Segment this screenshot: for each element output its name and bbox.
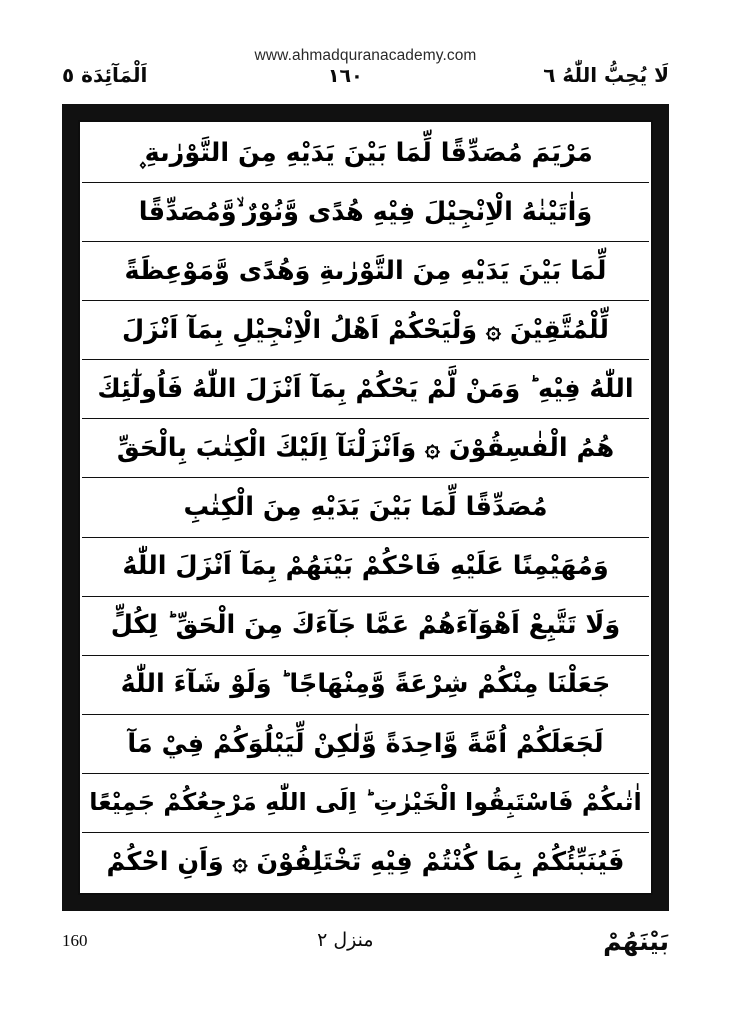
ornament-band-bottom: [65, 895, 666, 908]
mushaf-line: [82, 301, 649, 360]
juz-label: لَا يُحِبُّ اللّٰهُ ٦: [543, 63, 669, 87]
running-header: [62, 62, 669, 96]
mushaf-line: [82, 538, 649, 597]
text-frame-inner: [78, 120, 653, 895]
surah-label: اَلْمَآئِدَة ٥: [62, 63, 148, 87]
ornament-band-right: [653, 107, 666, 908]
mushaf-line-text: اللّٰهُ فِيْهِ ؕ وَمَنْ لَّمْ يَحْكُمْ بِمَآ اَنْزَلَ اللّٰهُ فَاُولٰٓئِكَ: [97, 374, 634, 405]
mushaf-line: [82, 419, 649, 478]
mushaf-line: [82, 715, 649, 774]
ornamental-frame: [62, 104, 669, 911]
mushaf-line-text: لِّمَا بَيْنَ يَدَيْهِ مِنَ التَّوْرٰىةِ وَهُدًى وَّمَوْعِظَةً: [124, 255, 607, 286]
mushaf-line-text: مُصَدِّقًا لِّمَا بَيْنَ يَدَيْهِ مِنَ الْكِتٰبِ: [183, 492, 548, 523]
mushaf-line: [82, 183, 649, 242]
mushaf-line-text: اٰتٰىكُمْ فَاسْتَبِقُوا الْخَيْرٰتِ ؕ اِلَى اللّٰهِ مَرْجِعُكُمْ جَمِيْعًا: [89, 788, 642, 817]
mushaf-line: [82, 124, 649, 183]
website-watermark: www.ahmadquranacademy.com: [254, 47, 477, 64]
mushaf-line: [82, 242, 649, 301]
mushaf-line: [82, 597, 649, 656]
mushaf-line: [82, 833, 649, 891]
ornament-band-left: [65, 107, 78, 908]
frame-ornament-layer: [65, 107, 666, 908]
mushaf-line: [82, 774, 649, 833]
ornament-band-top: [65, 107, 666, 120]
mushaf-text-block: [82, 124, 649, 891]
mushaf-line-text: وَمُهَيْمِنًا عَلَيْهِ فَاحْكُمْ بَيْنَهُمْ بِمَآ اَنْزَلَ اللّٰهُ: [122, 551, 609, 582]
mushaf-line-text: لِّلْمُتَّقِيْنَ ۞ وَلْيَحْكُمْ اَهْلُ الْاِنْجِيْلِ بِمَآ اَنْزَلَ: [121, 315, 610, 345]
mushaf-line-text: وَاٰتَيْنٰهُ الْاِنْجِيْلَ فِيْهِ هُدًى وَّنُوْرٌ ۙوَّمُصَدِّقًا: [138, 196, 593, 227]
manzil-label: منزل ٢: [317, 929, 374, 951]
catchword: بَيْنَهُمْ: [603, 927, 669, 956]
mushaf-line: [82, 478, 649, 537]
mushaf-line-text: هُمُ الْفٰسِقُوْنَ ۞ وَاَنْزَلْنَآ اِلَيْكَ الْكِتٰبَ بِالْحَقِّ: [116, 433, 615, 464]
mushaf-line-text: وَلَا تَتَّبِعْ اَهْوَآءَهُمْ عَمَّا جَآءَكَ مِنَ الْحَقِّ ؕ لِكُلٍّ: [110, 610, 621, 641]
page-number-latin: 160: [62, 931, 88, 950]
mushaf-line-text: فَيُنَبِّئُكُمْ بِمَا كُنْتُمْ فِيْهِ تَخْتَلِفُوْنَ ۞ وَاَنِ احْكُمْ: [106, 846, 625, 877]
mushaf-line: [82, 360, 649, 419]
page-number-arabic: ١٦٠: [327, 65, 363, 87]
page-footer: [62, 925, 669, 971]
mushaf-line-text: جَعَلْنَا مِنْكُمْ شِرْعَةً وَّمِنْهَاجًا ؕ وَلَوْ شَآءَ اللّٰهُ: [120, 669, 611, 700]
mushaf-line-text: لَجَعَلَكُمْ اُمَّةً وَّاحِدَةً وَّلٰكِنْ لِّيَبْلُوَكُمْ فِيْ مَآ: [127, 728, 604, 759]
mushaf-line-text: مَرْيَمَ مُصَدِّقًا لِّمَا بَيْنَ يَدَيْهِ مِنَ التَّوْرٰىةِ ۪: [138, 137, 593, 168]
mushaf-line: [82, 656, 649, 715]
